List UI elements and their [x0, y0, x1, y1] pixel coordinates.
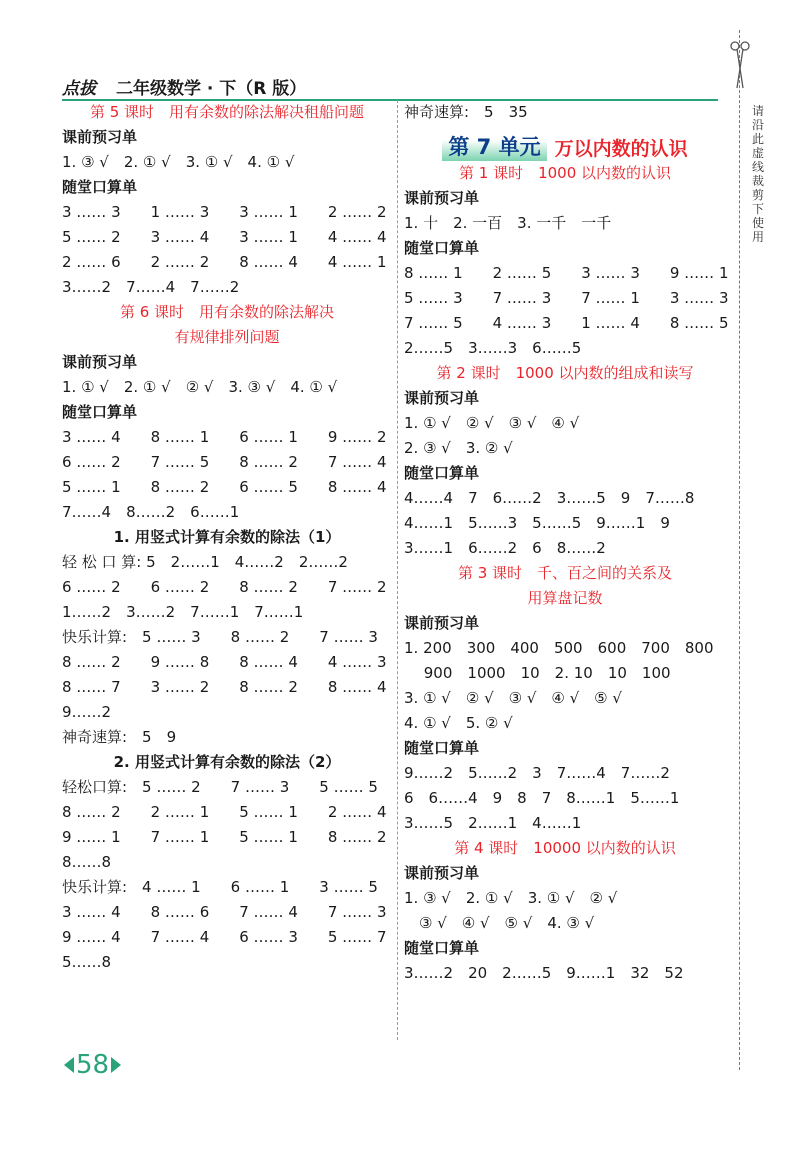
left-line: 1. ③ √ 2. ① √ 3. ① √ 4. ① √ — [62, 153, 295, 171]
left-line: 第 5 课时 用有余数的除法解决租船问题 — [89, 103, 365, 121]
right-line: 5 …… 3 7 …… 3 7 …… 1 3 …… 3 — [404, 289, 729, 307]
left-line: 8 …… 2 9 …… 8 8 …… 4 4 …… 3 — [62, 653, 387, 671]
right-line: 1. ③ √ 2. ① √ 3. ① √ ② √ — [404, 889, 618, 907]
right-line: 1. ① √ ② √ ③ √ ④ √ — [404, 414, 580, 432]
left-line: 3 …… 4 8 …… 1 6 …… 1 9 …… 2 — [62, 428, 387, 446]
left-line: 第 6 课时 用有余数的除法解决 — [119, 303, 335, 321]
right-line: 第 4 课时 10000 以内数的认识 — [454, 839, 676, 857]
next-arrow-icon — [111, 1057, 121, 1073]
right-line: 随堂口算单 — [404, 464, 480, 482]
left-line: 轻松口算: 5 …… 2 7 …… 3 5 …… 5 — [62, 778, 378, 796]
right-line: 随堂口算单 — [404, 739, 480, 757]
cut-instruction-char: 虚 — [751, 146, 764, 160]
right-top-line: 神奇速算: 5 35 — [404, 103, 528, 121]
right-line: 课前预习单 — [404, 389, 480, 407]
right-line: 4. ① √ 5. ② √ — [404, 714, 513, 732]
scissors-icon — [728, 38, 752, 98]
left-line: 3……2 7……4 7……2 — [62, 278, 240, 296]
right-line: 4……1 5……3 5……5 9……1 9 — [404, 514, 670, 532]
page-number-text: 58 — [76, 1050, 110, 1080]
right-line: 1. 十 2. 一百 3. 一千 一千 — [404, 214, 612, 232]
cut-instruction-char: 裁 — [751, 174, 764, 188]
right-line: 3……1 6……2 6 8……2 — [404, 539, 606, 557]
left-line: 1. ① √ 2. ① √ ② √ 3. ③ √ 4. ① √ — [62, 378, 338, 396]
cut-instruction — [751, 104, 765, 244]
left-line: 神奇速算: 5 9 — [62, 728, 177, 746]
left-column — [62, 100, 392, 975]
left-line: 5 …… 1 8 …… 2 6 …… 5 8 …… 4 — [62, 478, 387, 496]
left-line: 9……2 — [62, 703, 112, 721]
cut-instruction-char: 剪 — [751, 188, 764, 202]
right-line: 课前预习单 — [404, 189, 480, 207]
left-line: 随堂口算单 — [62, 178, 138, 196]
right-column-lines — [404, 161, 729, 986]
left-line: 6 …… 2 6 …… 2 8 …… 2 7 …… 2 — [62, 578, 387, 596]
right-line: 第 3 课时 千、百之间的关系及 — [457, 564, 673, 582]
book-title: 二年级数学 · 下（R 版） — [116, 79, 307, 99]
page-number — [64, 1050, 121, 1080]
left-line: 5……8 — [62, 953, 112, 971]
left-line: 9 …… 4 7 …… 4 6 …… 3 5 …… 7 — [62, 928, 387, 946]
left-line: 快乐计算: 5 …… 3 8 …… 2 7 …… 3 — [62, 628, 378, 646]
right-line: 3……2 20 2……5 9……1 32 52 — [404, 964, 684, 982]
cut-instruction-char: 线 — [751, 160, 764, 174]
right-line: 课前预习单 — [404, 614, 480, 632]
cut-instruction-char: 用 — [751, 230, 764, 244]
right-line: 4……4 7 6……2 3……5 9 7……8 — [404, 489, 695, 507]
page-header — [62, 74, 718, 99]
left-line: 9 …… 1 7 …… 1 5 …… 1 8 …… 2 — [62, 828, 387, 846]
right-line: 3. ① √ ② √ ③ √ ④ √ ⑤ √ — [404, 689, 622, 707]
cut-instruction-char: 此 — [751, 132, 764, 146]
left-line: 7……4 8……2 6……1 — [62, 503, 240, 521]
left-line: 1. 用竖式计算有余数的除法（1） — [113, 528, 341, 546]
right-line: 9……2 5……2 3 7……4 7……2 — [404, 764, 670, 782]
right-line: 2……5 3……3 6……5 — [404, 339, 582, 357]
unit-title — [404, 125, 726, 161]
cut-instruction-char: 请 — [751, 104, 764, 118]
right-line: 3……5 2……1 4……1 — [404, 814, 582, 832]
unit-number: 第 7 单元 — [442, 131, 546, 161]
right-line: 2. ③ √ 3. ② √ — [404, 439, 513, 457]
right-line: 随堂口算单 — [404, 239, 480, 257]
left-line: 8……8 — [62, 853, 112, 871]
right-line: 900 1000 10 2. 10 10 100 — [404, 664, 671, 682]
cut-instruction-char: 下 — [751, 202, 764, 216]
left-line: 课前预习单 — [62, 353, 138, 371]
right-line: 1. 200 300 400 500 600 700 800 — [404, 639, 714, 657]
right-line: 第 1 课时 1000 以内数的认识 — [458, 164, 672, 182]
right-line: ③ √ ④ √ ⑤ √ 4. ③ √ — [404, 914, 595, 932]
right-line: 8 …… 1 2 …… 5 3 …… 3 9 …… 1 — [404, 264, 729, 282]
right-line: 随堂口算单 — [404, 939, 480, 957]
right-line: 课前预习单 — [404, 864, 480, 882]
brand-logo: 点拔 — [62, 79, 96, 99]
left-line: 8 …… 2 2 …… 1 5 …… 1 2 …… 4 — [62, 803, 387, 821]
right-line: 7 …… 5 4 …… 3 1 …… 4 8 …… 5 — [404, 314, 729, 332]
cut-line — [739, 30, 740, 1070]
left-line: 8 …… 7 3 …… 2 8 …… 2 8 …… 4 — [62, 678, 387, 696]
column-divider — [397, 100, 398, 1040]
left-line: 快乐计算: 4 …… 1 6 …… 1 3 …… 5 — [62, 878, 378, 896]
cut-instruction-char: 沿 — [751, 118, 764, 132]
left-line: 6 …… 2 7 …… 5 8 …… 2 7 …… 4 — [62, 453, 387, 471]
left-line: 3 …… 3 1 …… 3 3 …… 1 2 …… 2 — [62, 203, 387, 221]
left-line: 轻 松 口 算: 5 2……1 4……2 2……2 — [62, 553, 348, 571]
unit-name: 万以内数的认识 — [554, 138, 688, 160]
left-line: 3 …… 4 8 …… 6 7 …… 4 7 …… 3 — [62, 903, 387, 921]
right-line: 用算盘记数 — [527, 589, 603, 607]
left-line: 课前预习单 — [62, 128, 138, 146]
left-line: 1……2 3……2 7……1 7……1 — [62, 603, 304, 621]
left-line: 5 …… 2 3 …… 4 3 …… 1 4 …… 4 — [62, 228, 387, 246]
prev-arrow-icon — [64, 1057, 74, 1073]
cut-instruction-char: 使 — [751, 216, 764, 230]
right-column — [404, 100, 729, 986]
left-line: 有规律排列问题 — [174, 328, 280, 346]
left-line: 2. 用竖式计算有余数的除法（2） — [113, 753, 341, 771]
right-line: 6 6……4 9 8 7 8……1 5……1 — [404, 789, 680, 807]
left-line: 2 …… 6 2 …… 2 8 …… 4 4 …… 1 — [62, 253, 387, 271]
right-line: 第 2 课时 1000 以内数的组成和读写 — [436, 364, 694, 382]
left-line: 随堂口算单 — [62, 403, 138, 421]
